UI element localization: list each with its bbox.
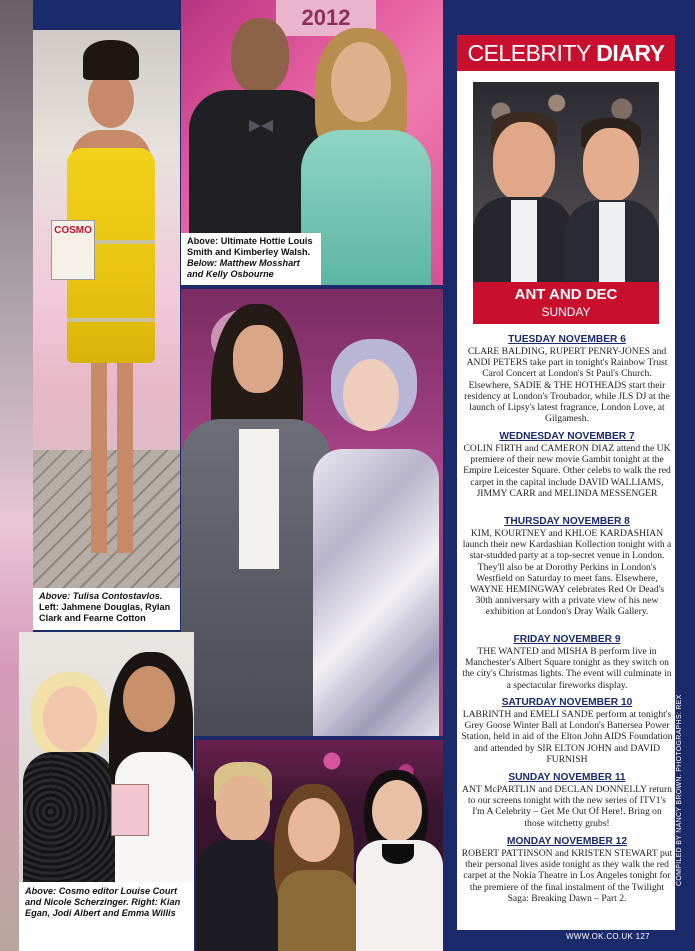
page-reference: WWW.OK.CO.UK 127 [566,932,650,941]
photo-kian-jodi-emma [196,740,443,951]
entry-text: THE WANTED and MISHA B perform live in Manchester's Albert Square tonight as they switch on the city's Christmas lights. The event will culminate in a spectacular fireworks display. [462,646,672,691]
entry-day: SUNDAY NOVEMBER 11 [508,772,626,783]
magazine-cover-text: COSMO [54,225,92,236]
woman-head [123,666,175,732]
cosmo-magazine-icon [51,220,95,280]
entry-text: COLIN FIRTH and CAMERON DIAZ attend the UK premiere of their new movie Gambit tonight at the Empire Leicester Square. Other celebs to walk the red carpet in the capital include DAVID WALLIAMS, JIMMY CARR and MELINDA MESSENGER [463,443,671,499]
man-head [216,776,270,842]
caption-louis [181,233,321,285]
feature-banner [473,282,659,324]
caption-cosmo-title: Above: Cosmo editor Louise Court and Nicole Scherzinger. [25,886,178,907]
entry-day: MONDAY NOVEMBER 12 [506,836,627,847]
photo-credit: COMPILED BY NANCY BROWN. PHOTOGRAPHS: REX [676,694,683,886]
feature-name: ANT AND DEC [514,286,618,303]
diary-title-part1: CELEBRITY [467,40,591,66]
dress-band [67,318,155,322]
legs [91,363,107,553]
diary-entry [461,836,673,904]
diary-entry [461,634,673,691]
entry-day: WEDNESDAY NOVEMBER 7 [499,431,635,442]
man-shirt [599,202,625,282]
diary-entry [461,431,673,499]
man-head [231,18,289,94]
woman-head [372,780,422,842]
photo-tulisa [33,30,180,630]
man-shirt [511,200,537,282]
necklace-icon [382,844,414,864]
backdrop-sign-text: 2012 [301,5,351,30]
man-head [233,325,283,393]
caption-louis-body: Below: Matthew Mosshart and Kelly Osbourne [187,258,300,279]
caption-cosmo [19,882,194,951]
man-shirt [239,429,279,569]
diary-title [457,35,675,71]
entry-text: CLARE BALDING, RUPERT PENRY-JONES and ANDI PETERS take part in tonight's Rainbow Trust Carol Concert at London's St Paul's Church. Elsewhere, SADIE & THE HOTHEADS start their residency at London's Troubador, while JLS DJ at the launch of Lipsy's latest fragrance, London Love, at Gilgamesh. [464,346,670,425]
diary-entry [461,772,673,829]
entry-text: ANT McPARTLIN and DECLAN DONNELLY return to our screens tonight with the new series of ITV1's I'm A Celebrity – Get Me Out Of Here!. Bring on those witchetty grubs! [462,784,672,829]
feature-day: SUNDAY [541,305,591,319]
entry-text: LABRINTH and EMELI SANDE perform at tonight's Grey Goose Winter Ball at London's Battersea Power Station, held in aid of the Elton John AIDS Foundation and attended by SIR ELTON JOHN and DAVID FURNISH [461,709,673,765]
man-head [583,128,639,202]
woman-head [288,798,340,862]
caption-cosmo-body: Right: Kian Egan, Jodi Albert and Emma Willis [25,897,181,918]
entry-day: SATURDAY NOVEMBER 10 [501,697,633,708]
photo-matthew-kelly [181,289,443,736]
woman-head [343,359,399,431]
woman-head [43,686,97,752]
diary-title-part2: DIARY [596,40,665,66]
entry-day: THURSDAY NOVEMBER 8 [504,516,630,527]
entry-day: FRIDAY NOVEMBER 9 [513,634,621,645]
caption-tulisa [33,588,180,630]
entry-day: TUESDAY NOVEMBER 6 [508,334,626,345]
man-head [493,122,555,202]
diary-entry [461,334,673,424]
floral-dress [313,449,439,736]
photo-ant-and-dec [473,82,659,282]
diary-entry [461,697,673,765]
man-jacket [196,840,286,951]
caption-tulisa-body: Left: Jahmene Douglas, Rylan Clark and Fearne Cotton [39,602,171,623]
diary-entry [461,516,673,618]
caption-louis-title: Above: Ultimate Hottie Louis Smith and Kimberley Walsh. [187,236,313,257]
legs [117,363,133,553]
cosmo-magazine-icon [111,784,149,836]
entry-text: KIM, KOURTNEY and KHLOE KARDASHIAN launch their new Kardashian Kollection tonight with a star-studded party at a top-secret venue in London. They'll also be at Dorothy Perkins in London's Westfield on Saturday to meet fans. Elsewhere, WAYNE HEMINGWAY celebrates Red Or Dead's 30th anniversary with a private view of his new exhibition at London's Dray Walk Gallery. [462,528,672,618]
entry-text: ROBERT PATTINSON and KRISTEN STEWART put their personal lives aside tonight as they walk the red carpet at the Nokia Theatre in Los Angeles tonight for the premiere of the final instalment of the Twilight Saga: Breaking Dawn – Part 2. [461,848,673,904]
caption-tulisa-title: Above: Tulisa Contostavlos. [39,591,163,601]
woman-top [278,870,358,951]
woman-head [331,42,391,122]
figure-hair [83,40,139,80]
